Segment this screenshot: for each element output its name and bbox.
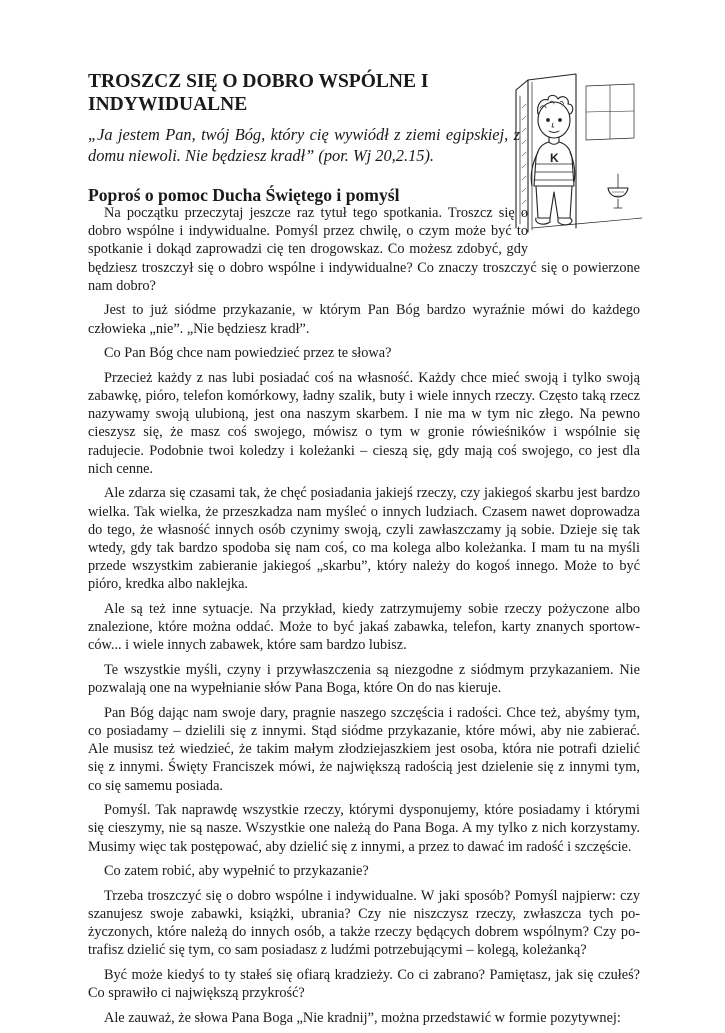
paragraph: Co Pan Bóg chce nam powiedzieć przez te słowa? — [104, 345, 392, 362]
paragraph: Ale zauważ, że słowa Pana Boga „Nie kradnij”, można przedstawić w formie pozytywnej: — [104, 1009, 621, 1026]
boy-in-doorway-illustration — [514, 68, 644, 234]
scripture-quote: „Ja jestem Pan, twój Bóg, który cię wywiódł z ziemi egipskiej, z domu niewoli. Nie będziesz kradł” (por. Wj 20,2.15). — [88, 125, 520, 165]
page-title: TROSZCZ SIĘ O DOBRO WSPÓLNE I INDYWIDUALNE — [88, 71, 429, 115]
paragraph: Te wszystkie myśli, czyny i przywłaszczenia są niezgodne z siódmym przykazaniem. Nie pozwalają one na wypełnianie słów Pana Boga, które On do nas kieruje. — [88, 662, 640, 697]
paragraph: Pan Bóg dając nam swoje dary, pragnie naszego szczęścia i radości. Chce też, abyśmy tym, co posiadamy – dzielili się z innymi. Stąd siódme przykazanie, które mówi, aby nie zabierać. Ale musisz też wiedzieć, że takim małym złodziejaszkiem jest osoba, która nie potrafi dzielić się z innymi. Święty Franciszek mówi, że największą radością jest dzielenie się z innymi tym, co się samemu posiada. — [88, 704, 640, 794]
paragraph: Na początku przeczytaj jeszcze raz tytuł tego spotkania. Troszcz się o dobro wspólne i indywidualne. Pomyśl przez chwilę, o czym może być to spotkanie i dokąd zaprowadzi cię ten drogowskaz. Co możesz zdobyć, gdy będziesz troszczył się o dobro wspólne i indywidualne? Co znaczy troszczyć się o powierzone nam dobro? — [88, 205, 640, 294]
paragraph: Jest to już siódme przykazanie, w którym Pan Bóg bardzo wyraźnie mówi do każdego człowieka „nie”. „Nie będziesz kradł”. — [88, 302, 640, 337]
section-heading: Poproś o pomoc Ducha Świętego i pomyśl — [88, 185, 400, 205]
paragraph: Być może kiedyś to ty stałeś się ofiarą kradzieży. Co ci zabrano? Pamiętasz, jak się czułeś? Co sprawiło ci największą przykrość? — [88, 967, 640, 1002]
paragraph: Co zatem robić, aby wypełnić to przykazanie? — [104, 863, 369, 880]
paragraph: Przecież każdy z nas lubi posiadać coś na własność. Każdy chce mieć swoją i tylko swoją zabawkę, pióro, telefon komórkowy, ładny szalik, buty i wiele innych rzeczy. Często taką rzecz nazywamy swoją ulubioną, jest ona naszym skarbem. I nie ma w tym nic złego. Na pewno cieszysz się, że masz coś swojego, mówisz o tym w gronie rówieśników i wspólnie się radujecie. Podobnie twoi koledzy i koleżanki – cieszą się, gdy mają coś swojego, co jest dla nich cenne. — [88, 369, 640, 477]
paragraph: Ale są też inne sytuacje. Na przykład, kiedy zatrzymujemy sobie rzeczy pożyczone albo znalezione, które można oddać. Może to być jakaś zabawka, telefon, karty znanych sportowców... i wiele innych zabawek, które sam bardzo lubisz. — [88, 601, 640, 654]
paragraph: Ale zdarza się czasami tak, że chęć posiadania jakiejś rzeczy, czy jakiegoś skarbu jest bardzo wielka. Tak wielka, że przeszkadza nam myśleć o innych ludziach. Czasem nawet doprowadza do tego, że własność innych osób czynimy swoją, czyli zawłaszczamy ją sobie. Dzieje się tak wtedy, gdy tak bardzo spodoba się nam coś, co ma kolega albo koleżanka. I mam tu na myśli przede wszystkim zabieranie jakiegoś „skarbu”, który należy do kogoś innego. Może to być pióro, kredka albo naklejka. — [88, 485, 640, 593]
body-text — [88, 204, 640, 1033]
paragraph: Trzeba troszczyć się o dobro wspólne i indywidualne. W jaki sposób? Pomyśl najpierw: czy szanujesz swoje zabawki, książki, ubrania? Czy nie niszczysz rzeczy, zwłaszcza tych pożyczonych, które należą do innych osób, a także rzeczy będących dobrem wspólnym? Czy potrafisz dzielić się tym, co sam posiadasz z ludźmi potrzebującymi – kolegą, koleżanką? — [88, 887, 640, 959]
sweater-letter: K — [550, 151, 559, 165]
paragraph: Pomyśl. Tak naprawdę wszystkie rzeczy, którymi dysponujemy, które posiadamy i którymi się cieszymy, nie są nasze. Wszystkie one należą do Pana Boga. A my tylko z nich korzystamy. Musimy więc tak postępować, aby dzielić się z innymi, a przez to dawać im radość i szczęście. — [88, 802, 640, 855]
